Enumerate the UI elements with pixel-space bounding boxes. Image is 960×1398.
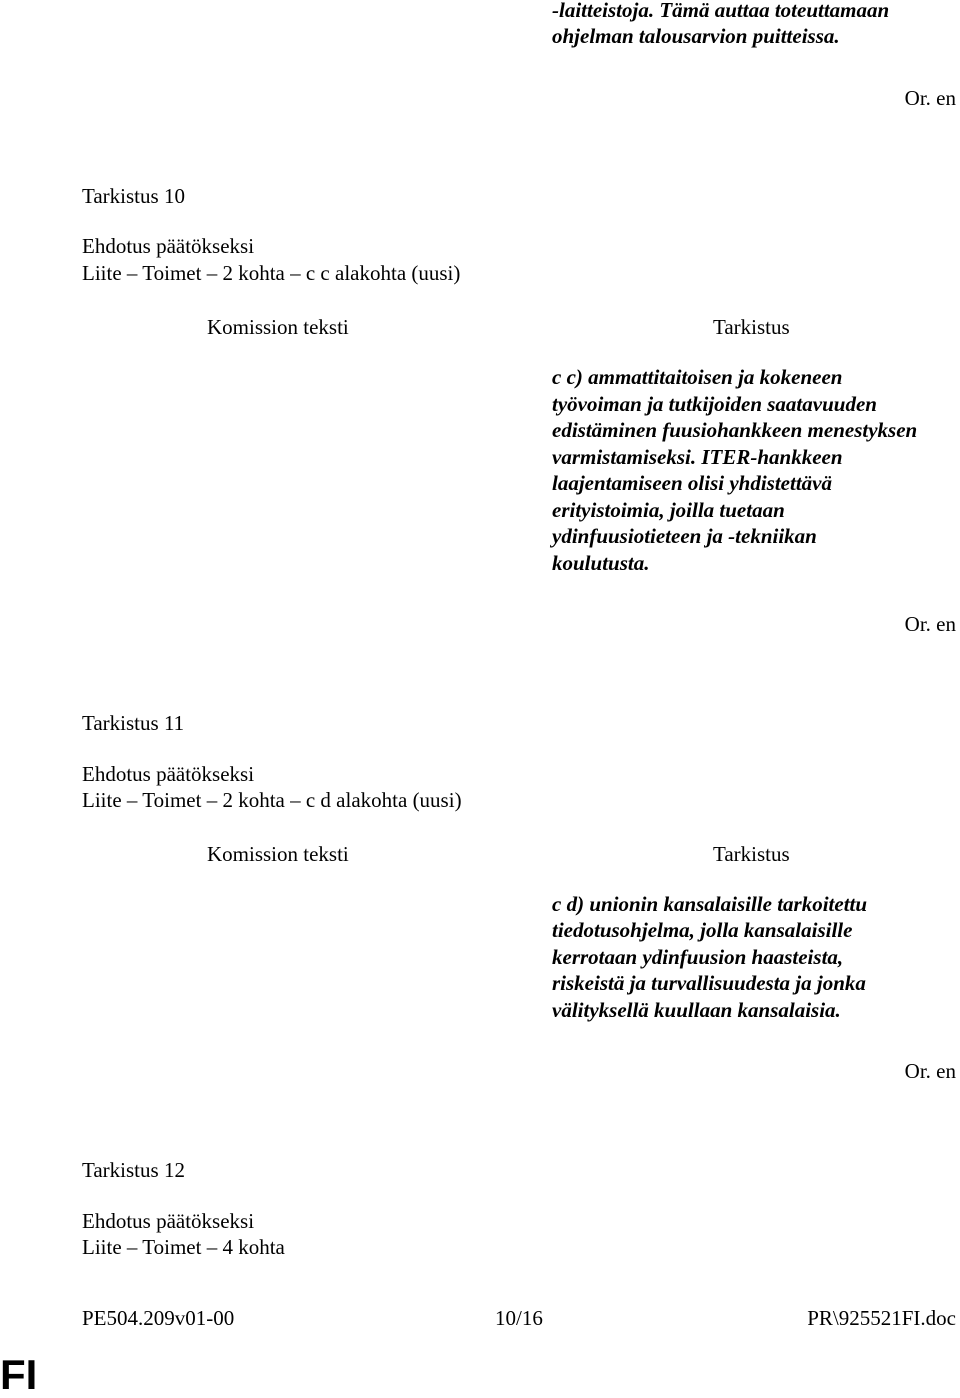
amendment-text-line: välityksellä kuullaan kansalaisia. [552, 998, 841, 1022]
amendment-reference: Liite – Toimet – 4 kohta [82, 1235, 285, 1259]
amendment-text-line: edistäminen fuusiohankkeen menestyksen [552, 418, 918, 442]
amendment-column-heading: Tarkistus [713, 315, 790, 339]
proposal-label: Ehdotus päätökseksi [82, 1209, 255, 1233]
footer-file-name: PR\925521FI.doc [807, 1306, 956, 1330]
amendment-text-line: c d) unionin kansalaisille tarkoitettu [552, 892, 868, 916]
amendment-text-line: c c) ammattitaitoisen ja kokeneen [552, 365, 843, 389]
footer-document-reference: PE504.209v01-00 [82, 1306, 235, 1330]
amendment-reference: Liite – Toimet – 2 kohta – c c alakohta (uusi) [82, 261, 461, 285]
amendment-text-line: laajentamiseen olisi yhdistettävä [552, 471, 832, 495]
original-language: Or. en [904, 86, 956, 110]
original-language: Or. en [904, 1059, 956, 1083]
amendment-text-line: ydinfuusiotieteen ja -tekniikan [552, 524, 817, 548]
commission-text-heading: Komission teksti [207, 842, 349, 866]
amendment-text-line: varmistamiseksi. ITER-hankkeen [552, 445, 843, 469]
proposal-label: Ehdotus päätökseksi [82, 234, 255, 258]
carryover-line: -laitteistoja. Tämä auttaa toteuttamaan [552, 0, 890, 22]
amendment-title: Tarkistus 10 [82, 184, 185, 208]
carryover-line: ohjelman talousarvion puitteissa. [552, 24, 840, 48]
original-language: Or. en [904, 612, 956, 636]
language-badge: FI [0, 1351, 38, 1398]
amendment-text-line: riskeistä ja turvallisuudesta ja jonka [552, 971, 866, 995]
proposal-label: Ehdotus päätökseksi [82, 762, 255, 786]
amendment-text-line: erityistoimia, joilla tuetaan [552, 498, 785, 522]
amendment-title: Tarkistus 12 [82, 1158, 185, 1182]
commission-text-heading: Komission teksti [207, 315, 349, 339]
amendment-text-line: kerrotaan ydinfuusion haasteista, [552, 945, 844, 969]
amendment-reference: Liite – Toimet – 2 kohta – c d alakohta (uusi) [82, 788, 462, 812]
footer-page-number: 10/16 [495, 1306, 543, 1330]
amendment-title: Tarkistus 11 [82, 711, 185, 735]
amendment-text-line: tiedotusohjelma, jolla kansalaisille [552, 918, 853, 942]
amendment-column-heading: Tarkistus [713, 842, 790, 866]
amendment-text-line: työvoiman ja tutkijoiden saatavuuden [552, 392, 877, 416]
amendment-text-line: koulutusta. [552, 551, 650, 575]
